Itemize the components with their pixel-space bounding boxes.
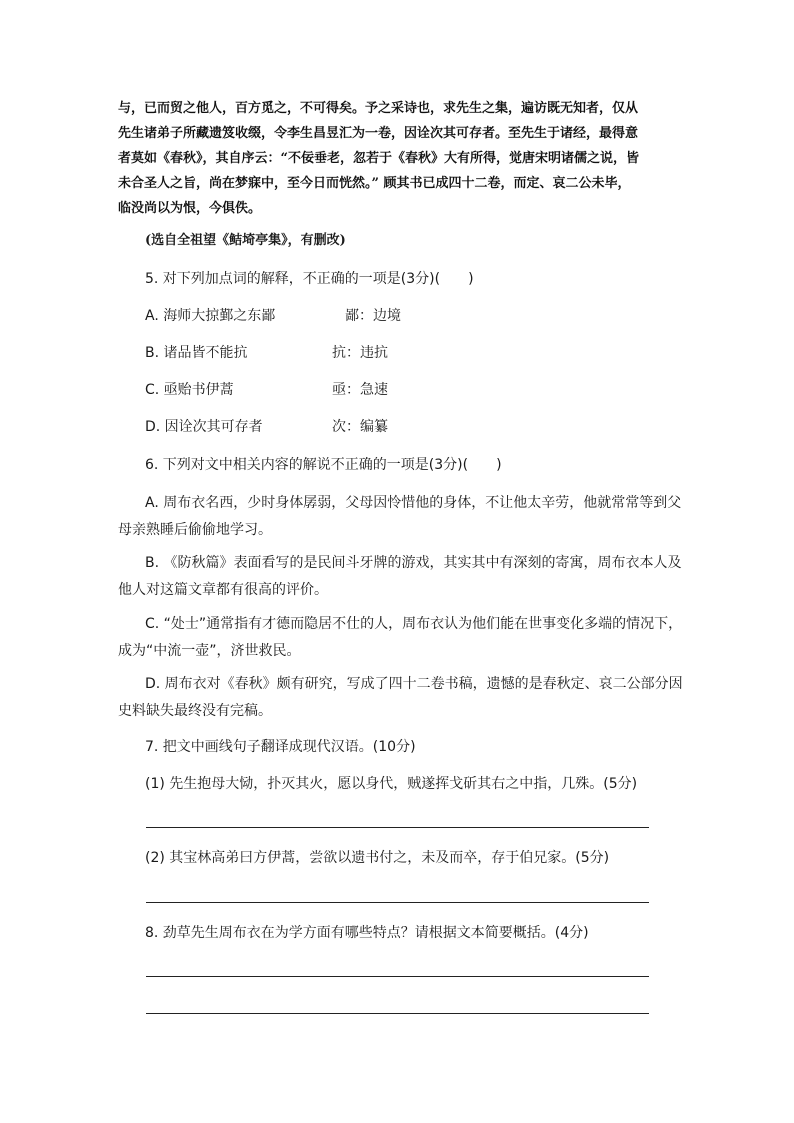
question-5-option-c: [145, 379, 665, 401]
option-gloss: 次：编纂: [332, 419, 388, 435]
question-6-stem: 6. 下列对文中相关内容的解说不正确的一项是(3分)( ): [145, 457, 502, 473]
answer-line[interactable]: [146, 976, 649, 977]
question-5-option-a: [145, 305, 665, 327]
option-gloss: 抗：违抗: [332, 345, 388, 361]
question-7-sub-1: (1) 先生抱母大恸，扑灭其火，愿以身代，贼遂挥戈斫其右之中指，几殊。(5分): [145, 776, 638, 792]
passage-line: 者莫如《春秋》，其自序云：“不佞垂老，忽若于《春秋》大有所得，觉唐宋明诸儒之说，皆: [118, 151, 639, 166]
option-line: 他人对这篇文章都有很高的评价。: [118, 582, 328, 598]
question-7-sub-2: (2) 其宝林高弟曰方伊蒿，尝欲以遗书付之，未及而卒，存于伯兄家。(5分): [145, 850, 610, 866]
question-7-stem: 7. 把文中画线句子翻译成现代汉语。(10分): [145, 739, 416, 755]
answer-line[interactable]: [146, 902, 649, 903]
passage-line: 未合圣人之旨，尚在梦寐中，至今日而恍然。” 顾其书已成四十二卷，而定、哀二公未毕，: [118, 176, 631, 191]
option-line: D. 周布衣对《春秋》颇有研究，写成了四十二卷书稿，遗憾的是春秋定、哀二公部分因: [145, 676, 683, 692]
question-6-option-b: [118, 550, 688, 604]
question-5-option-b: [145, 342, 665, 364]
question-5-option-d: [145, 416, 665, 438]
option-gloss: 亟：急速: [332, 382, 388, 398]
option-gloss: 鄙：边境: [345, 308, 401, 324]
answer-line[interactable]: [146, 827, 649, 828]
option-text: C. 亟贻书伊蒿: [145, 382, 234, 398]
option-line: 成为“中流一壶”，济世救民。: [118, 643, 301, 659]
question-8-stem: 8. 劲草先生周布衣在为学方面有哪些特点？请根据文本简要概括。(4分): [145, 925, 589, 941]
classical-passage: [118, 96, 686, 221]
question-6-option-a: [118, 490, 688, 544]
passage-line: 与，已而贸之他人，百方觅之，不可得矣。予之采诗也，求先生之集，遍访既无知者，仅从: [118, 101, 639, 116]
option-line: B. 《防秋篇》表面看写的是民间斗牙牌的游戏，其实其中有深刻的寄寓，周布衣本人及: [145, 555, 682, 571]
option-line: C. “处士”通常指有才德而隐居不仕的人，周布衣认为他们能在世事变化多端的情况下，: [145, 616, 683, 632]
option-text: A. 海师大掠鄞之东鄙: [145, 308, 276, 324]
option-text: B. 诸品皆不能抗: [145, 345, 248, 361]
option-text: D. 因诠次其可存者: [145, 419, 263, 435]
question-5-stem: 5. 对下列加点词的解释，不正确的一项是(3分)( ): [145, 271, 474, 287]
passage-line: 临没尚以为恨，今俱佚。: [118, 201, 262, 216]
option-line: 母亲熟睡后偷偷地学习。: [118, 522, 272, 538]
passage-line: 先生诸弟子所藏遗笈收缀，令李生昌昱汇为一卷，因诠次其可存者。至先生于诸经，最得意: [118, 126, 639, 141]
question-6-option-d: [118, 671, 688, 725]
option-line: 史料缺失最终没有完稿。: [118, 703, 272, 719]
question-6-option-c: [118, 611, 688, 665]
answer-line[interactable]: [146, 1013, 649, 1014]
passage-source: (选自全祖望《鲒埼亭集》，有删改): [145, 233, 346, 248]
option-line: A. 周布衣名西，少时身体孱弱，父母因怜惜他的身体，不让他太辛劳，他就常常等到父: [145, 495, 682, 511]
